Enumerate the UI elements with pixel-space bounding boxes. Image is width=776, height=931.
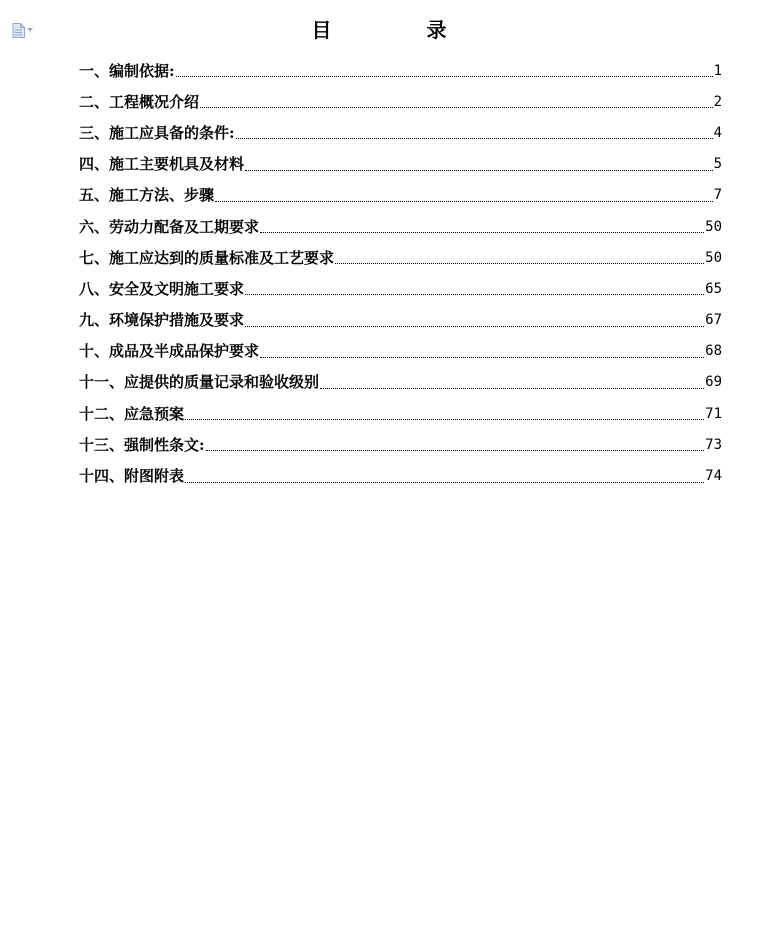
- toc-dot-leader: [260, 232, 704, 233]
- toc-entry-label: 九、环境保护措施及要求: [79, 311, 245, 330]
- toc-entry[interactable]: [79, 336, 722, 367]
- toc-dot-leader: [236, 138, 713, 139]
- toc-entry[interactable]: [79, 55, 722, 86]
- toc-entry-page-number: 73: [705, 436, 722, 453]
- toc-entry-label: 十二、应急预案: [79, 404, 185, 423]
- toc-dot-leader: [185, 419, 704, 420]
- toc-entry-page-number: 67: [705, 312, 722, 329]
- toc-dot-leader: [245, 326, 704, 327]
- toc-entry-page-number: 5: [713, 156, 722, 173]
- toc-entry[interactable]: [79, 273, 722, 304]
- toc-dot-leader: [206, 450, 705, 451]
- toc-entry-label: 十四、附图附表: [79, 467, 185, 486]
- toc-entry[interactable]: [79, 149, 722, 180]
- toc-dot-leader: [176, 76, 713, 77]
- toc-entry-label: 三、施工应具备的条件:: [79, 123, 235, 142]
- page-title: 目 录: [311, 18, 491, 42]
- toc-entry-page-number: 2: [713, 93, 722, 110]
- toc-entry-page-number: 69: [705, 374, 722, 391]
- toc-entry-label: 五、施工方法、步骤: [79, 186, 215, 205]
- toc-entry[interactable]: [79, 86, 722, 117]
- toc-entry[interactable]: [79, 367, 722, 398]
- toc-entry[interactable]: [79, 305, 722, 336]
- toc-entry[interactable]: [79, 211, 722, 242]
- toc-dot-leader: [320, 388, 704, 389]
- toc-dot-leader: [215, 201, 713, 202]
- toc-entry-page-number: 1: [713, 62, 722, 79]
- toc-entry[interactable]: [79, 429, 722, 460]
- toc-entry-label: 六、劳动力配备及工期要求: [79, 217, 260, 236]
- toc-entry-label: 七、施工应达到的质量标准及工艺要求: [79, 248, 335, 267]
- toc-entry-label: 四、施工主要机具及材料: [79, 155, 245, 174]
- toc-entry-page-number: 7: [713, 187, 722, 204]
- toc-entry[interactable]: [79, 242, 722, 273]
- toc-entry-label: 十、成品及半成品保护要求: [79, 342, 260, 361]
- toc-entry-label: 八、安全及文明施工要求: [79, 279, 245, 298]
- toc-dot-leader: [185, 482, 704, 483]
- toc-entry-page-number: 65: [705, 280, 722, 297]
- toc-dot-leader: [335, 263, 704, 264]
- toc-dot-leader: [245, 170, 713, 171]
- toc-entry-page-number: 74: [705, 468, 722, 485]
- toc-dot-leader: [260, 357, 704, 358]
- toc-entry-page-number: 68: [705, 343, 722, 360]
- toc-entry[interactable]: [79, 180, 722, 211]
- toc-entry-label: 十一、应提供的质量记录和验收级别: [79, 373, 320, 392]
- toc-entry-label: 十三、强制性条文:: [79, 435, 205, 454]
- toc-entry-page-number: 71: [705, 405, 722, 422]
- toc-entry[interactable]: [79, 460, 722, 491]
- toc-entry-page-number: 50: [705, 249, 722, 266]
- toc-entry[interactable]: [79, 117, 722, 148]
- toc-entry-page-number: 4: [713, 124, 722, 141]
- toc-entry-label: 二、工程概况介绍: [79, 92, 200, 111]
- toc-entry-page-number: 50: [705, 218, 722, 235]
- toc-dot-leader: [245, 294, 704, 295]
- toc-entry-label: 一、编制依据:: [79, 61, 175, 80]
- toc-dot-leader: [200, 107, 713, 108]
- toc-entry[interactable]: [79, 398, 722, 429]
- table-of-contents: [79, 55, 722, 492]
